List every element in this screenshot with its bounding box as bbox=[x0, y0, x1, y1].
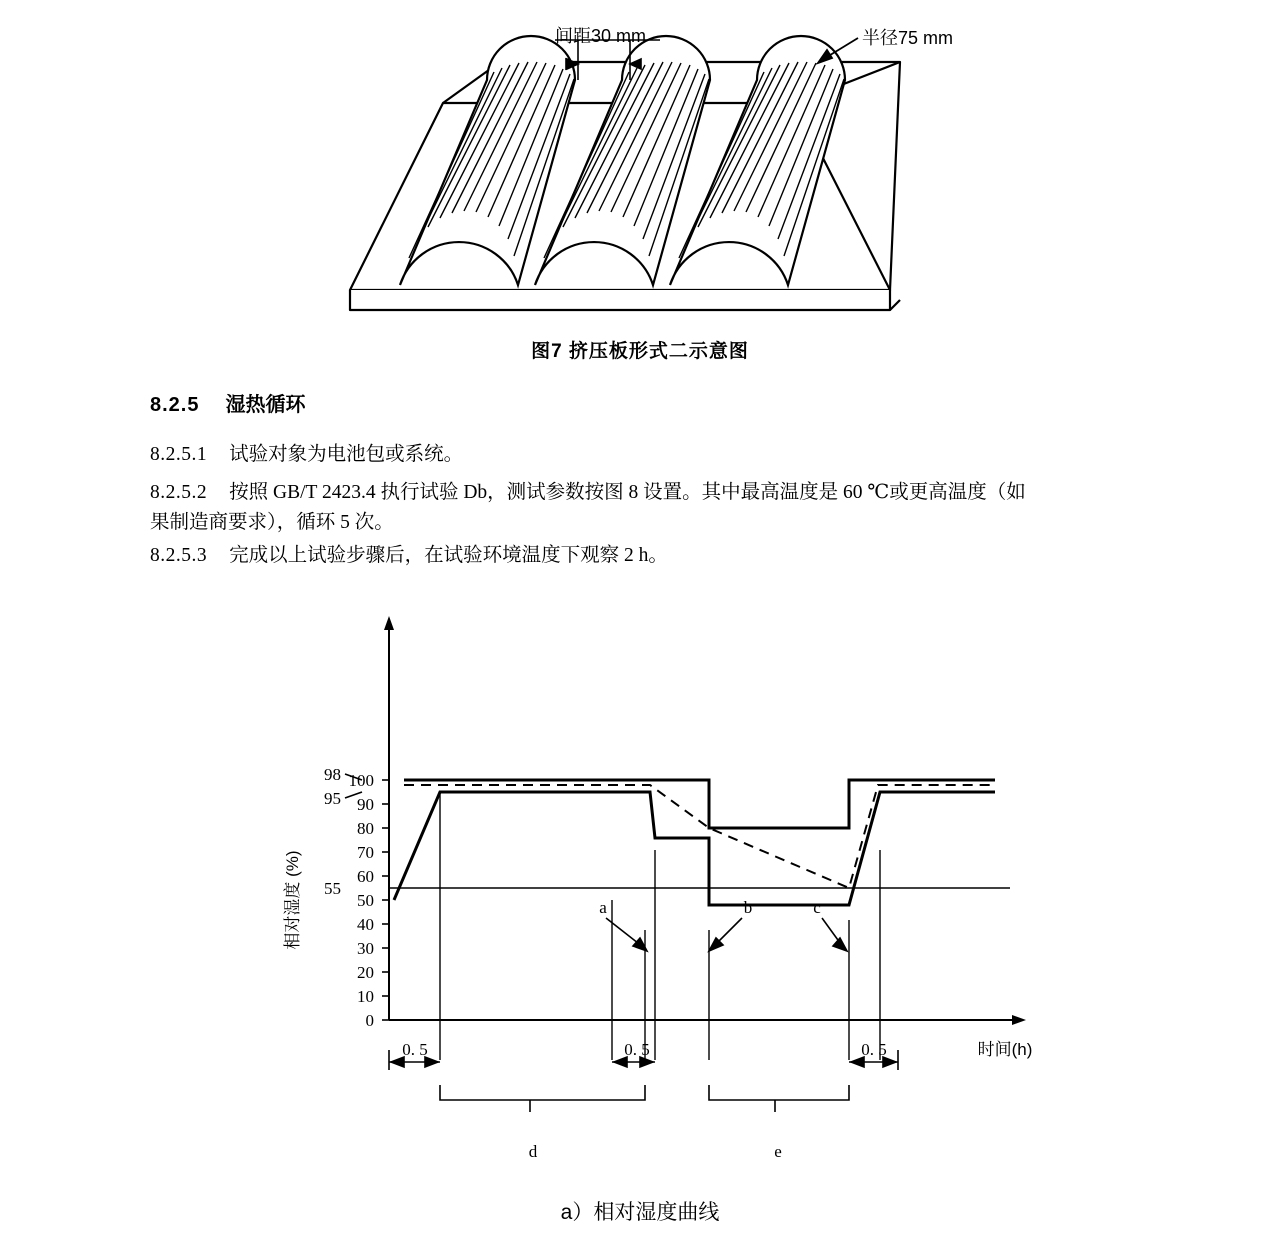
interval-label-1: 0. 5 bbox=[402, 1040, 428, 1059]
section-heading bbox=[150, 390, 1150, 421]
ytick-70: 70 bbox=[357, 843, 374, 862]
paragraph-8-2-5-2 bbox=[150, 478, 1150, 538]
annotation-b: b bbox=[743, 898, 753, 917]
ytick-20: 20 bbox=[357, 963, 374, 982]
figure7-spacing-label: 间距30 mm bbox=[555, 26, 647, 46]
ytick-60: 60 bbox=[357, 867, 374, 886]
paragraph-text: 按照 GB/T 2423.4 执行试验 Db，测试参数按图 8 设置。其中最高温度是 60 ℃或更高温度（如 bbox=[229, 482, 1026, 503]
chart-caption: a）相对湿度曲线 bbox=[560, 1201, 720, 1224]
paragraph-8-2-5-3 bbox=[150, 541, 1150, 571]
ytick-10: 10 bbox=[357, 987, 374, 1006]
interval-label-3: 0. 5 bbox=[861, 1040, 887, 1059]
x-axis-arrow bbox=[1012, 1015, 1026, 1025]
ytick-50: 50 bbox=[357, 891, 374, 910]
figure-7-illustration bbox=[0, 0, 1280, 330]
ylabel-95: 95 bbox=[324, 789, 341, 808]
annotation-d: d bbox=[528, 1142, 538, 1161]
paragraph-text-line2: 果制造商要求），循环 5 次。 bbox=[150, 512, 394, 534]
ylabel-98: 98 bbox=[324, 765, 341, 784]
ytick-0: 0 bbox=[365, 1011, 374, 1030]
annotation-c: c bbox=[813, 898, 821, 917]
y-axis-arrow bbox=[384, 616, 394, 630]
annotation-e: e bbox=[774, 1142, 782, 1161]
ytick-30: 30 bbox=[357, 939, 374, 958]
paragraph-number: 8.2.5.2 bbox=[150, 482, 208, 503]
section-title: 湿热循环 bbox=[225, 394, 306, 416]
x-axis-label: 时间(h) bbox=[977, 1040, 1033, 1059]
ytick-100: 100 bbox=[348, 771, 374, 790]
paragraph-text: 试验对象为电池包或系统。 bbox=[229, 444, 464, 465]
section-number: 8.2.5 bbox=[150, 394, 200, 416]
ytick-40: 40 bbox=[357, 915, 374, 934]
y-axis-title: 相对湿度 (%) bbox=[283, 850, 302, 950]
humidity-cycle-chart bbox=[0, 600, 1280, 1200]
ytick-80: 80 bbox=[357, 819, 374, 838]
paragraph-number: 8.2.5.1 bbox=[150, 444, 208, 465]
interval-label-2: 0. 5 bbox=[624, 1040, 650, 1059]
ytick-90: 90 bbox=[357, 795, 374, 814]
figure7-caption: 图7 挤压板形式二示意图 bbox=[531, 341, 749, 362]
paragraph-8-2-5-1 bbox=[150, 440, 1150, 470]
paragraph-text: 完成以上试验步骤后，在试验环境温度下观察 2 h。 bbox=[229, 545, 668, 566]
annotation-a: a bbox=[599, 898, 607, 917]
ylabel-55: 55 bbox=[324, 879, 341, 898]
figure7-radius-label: 半径75 mm bbox=[862, 28, 954, 48]
paragraph-number: 8.2.5.3 bbox=[150, 545, 208, 566]
